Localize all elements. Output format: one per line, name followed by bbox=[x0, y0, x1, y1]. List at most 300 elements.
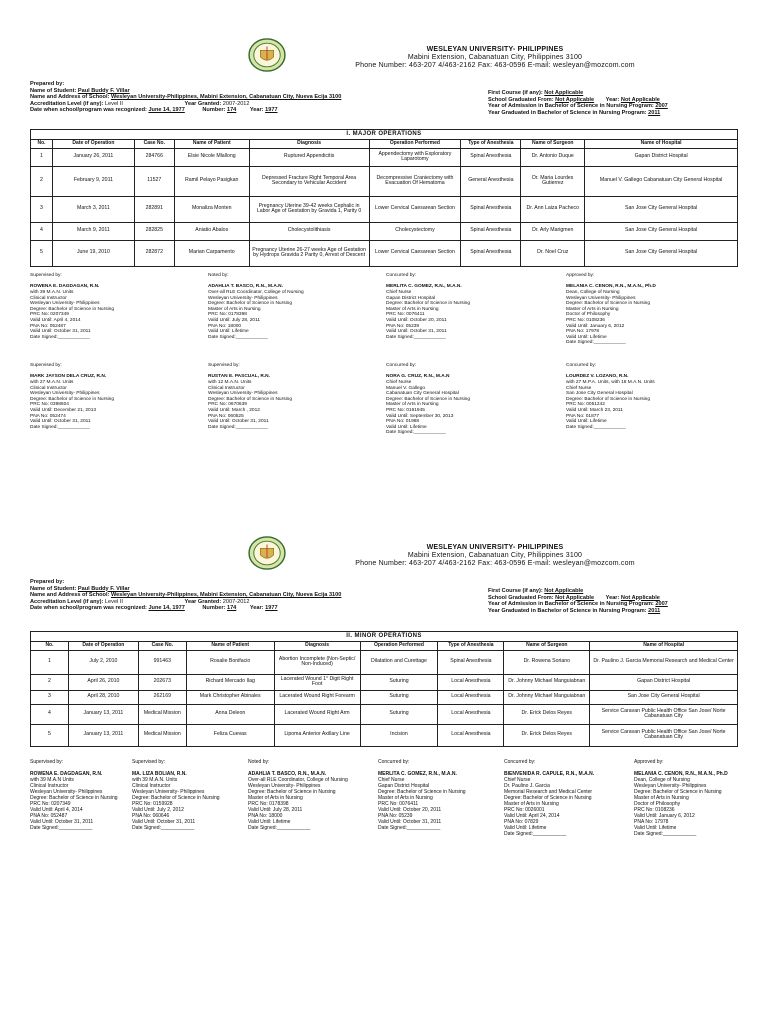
column-header-anesthesia: Type of Anesthesia bbox=[438, 642, 504, 651]
cell-number: 4 bbox=[31, 704, 69, 724]
signatory-detail: Degree: Bachelor of Science in Nursing bbox=[30, 396, 114, 402]
accreditation-level: Level II bbox=[104, 598, 123, 605]
cell-case-number: 284766 bbox=[134, 148, 174, 166]
signatory-role: Concurred by: bbox=[566, 362, 597, 368]
cell-date: July 2, 2010 bbox=[68, 650, 138, 674]
cell-operation: Lower Cervical Caesarean Section bbox=[369, 196, 461, 222]
signatory-detail: Valid Until: October 20, 2011 bbox=[378, 806, 442, 813]
signatory-detail: Dean, College of Nursing bbox=[566, 289, 620, 295]
major-operations-table bbox=[30, 129, 738, 267]
cell-patient: Elsie Nicole Mlallong bbox=[174, 148, 249, 166]
signatory-detail: PRC No: 0108236 bbox=[634, 806, 675, 813]
signatory-detail: Valid Until: Lifetime bbox=[566, 334, 607, 340]
table-row bbox=[31, 222, 738, 240]
signatory-block bbox=[208, 273, 378, 341]
cell-diagnosis: Depressed Fracture Right Temporal Area Secondary to Vehicular Accident bbox=[249, 166, 369, 196]
signatory-detail: Date Signed:____________ bbox=[386, 334, 446, 340]
signatory-detail: Wesleyan University- Philippines bbox=[30, 301, 100, 307]
cell-case-number: 282872 bbox=[134, 240, 174, 266]
first-course: Not Applicable bbox=[544, 588, 584, 594]
table-header-row bbox=[31, 642, 738, 651]
table-row bbox=[31, 650, 738, 674]
cell-case-number: Medical Mission bbox=[138, 704, 186, 724]
table-row bbox=[31, 196, 738, 222]
admission-year: 2007 bbox=[655, 601, 668, 608]
cell-patient: Feliza Cuevas bbox=[186, 724, 274, 746]
accreditation-level: Level II bbox=[104, 100, 123, 107]
cell-date: April 28, 2010 bbox=[68, 690, 138, 704]
minor-operations-page bbox=[30, 536, 740, 849]
cell-anesthesia: Local Anesthesia bbox=[438, 690, 504, 704]
cell-number: 3 bbox=[31, 690, 69, 704]
recognition-year: 1977 bbox=[265, 605, 278, 612]
signatory-detail: PRC No: 0161945 bbox=[386, 407, 425, 413]
signatory-detail: Degree: Bachelor of Science in Nursing bbox=[566, 396, 650, 402]
cell-hospital: San Jose City General Hospital bbox=[585, 196, 738, 222]
signatory-block bbox=[30, 363, 200, 431]
signatory-detail: Valid Until: October 31, 2011 bbox=[30, 419, 91, 425]
signatory-detail: Wesleyan University- Philippines bbox=[208, 295, 278, 301]
cell-surgeon: Dr. Antonio Duque bbox=[521, 148, 585, 166]
signatory-detail: PNA No: 18000 bbox=[248, 812, 283, 819]
cell-patient: Ramil Pelayo Pasigkan bbox=[174, 166, 249, 196]
signatory-detail: Valid Until: January 6, 2012 bbox=[566, 323, 625, 329]
signatory-block bbox=[566, 363, 736, 431]
cell-date: April 26, 2010 bbox=[68, 674, 138, 690]
cell-date: January 26, 2011 bbox=[52, 148, 134, 166]
signatory-detail: PRC No: 0178398 bbox=[208, 312, 247, 318]
column-header-anesthesia: Type of Anesthesia bbox=[461, 140, 521, 149]
signatory-detail: Valid Until: March , 2012 bbox=[208, 407, 260, 413]
cell-anesthesia: Spinal Anesthesia bbox=[461, 196, 521, 222]
signatory-detail: with 27 M.P.A. Units, with 18 M.A.N. Units bbox=[566, 379, 655, 385]
signatory-detail: Wesleyan University- Philippines bbox=[132, 788, 205, 795]
signatory-detail: Valid Until: April 4, 2014 bbox=[30, 806, 83, 813]
signatory-block bbox=[30, 273, 200, 341]
cell-hospital: Gapan District Hospital bbox=[590, 674, 738, 690]
cell-diagnosis: Lipoma Anterior Axillary Line bbox=[274, 724, 360, 746]
signatory-detail: Clinical Instructor bbox=[30, 295, 67, 301]
cell-anesthesia: Spinal Anesthesia bbox=[438, 650, 504, 674]
signatory-detail: PRC No: 0207349 bbox=[30, 800, 71, 807]
signatory-detail: Doctor of Philosophy bbox=[634, 800, 681, 807]
signatory-detail: PNA No: 060646 bbox=[132, 812, 170, 819]
cell-patient: Rosalie Bonifacio bbox=[186, 650, 274, 674]
signatory-detail: Valid Until: October 31, 2011 bbox=[378, 818, 442, 825]
signatory-detail: Valid Until: Lifetime bbox=[634, 824, 677, 831]
signatory-detail: Valid Until: July 28, 2011 bbox=[248, 806, 303, 813]
signatory-detail: Master of Arts in Nursing bbox=[378, 794, 433, 801]
student-name: Paul Buddy F. Villar bbox=[77, 87, 130, 94]
signatory-detail: Valid Until: Lifetime bbox=[248, 818, 291, 825]
signatory-detail: Valid Until: October 31, 2011 bbox=[30, 329, 91, 335]
signatory-block bbox=[566, 273, 736, 346]
cell-patient: Richard Mercado Ilag bbox=[186, 674, 274, 690]
signatory-detail: Degree: Bachelor of Science in Nursing bbox=[504, 794, 592, 801]
cell-date: January 13, 2011 bbox=[68, 704, 138, 724]
signatory-detail: Valid Until: September 30, 2013 bbox=[386, 413, 454, 419]
cell-number: 1 bbox=[31, 148, 53, 166]
cell-date: January 13, 2011 bbox=[68, 724, 138, 746]
signatory-role: Supervised by: bbox=[30, 272, 62, 278]
cell-number: 5 bbox=[31, 240, 53, 266]
signatory-detail: Degree: Bachelor of Science in Nursing bbox=[566, 301, 650, 307]
cell-patient: Aniatio Abalos bbox=[174, 222, 249, 240]
graduation-year: 2011 bbox=[648, 607, 661, 614]
signatory-detail: Valid Until: Lifetime bbox=[208, 329, 249, 335]
signatory-detail: Valid Until: Lifetime bbox=[386, 424, 427, 430]
cell-diagnosis: Cholecystolithiasis bbox=[249, 222, 369, 240]
signatory-detail: Clinical Instructor bbox=[132, 782, 171, 789]
signatory-detail: Degree: Bachelor of Science in Nursing bbox=[30, 306, 114, 312]
student-info: Prepared by: Name of Student: Paul Buddy F. Villar Name and Address of School: Wesleyan University-Philippines, Mabini Extension, Cabanatuan City, Nueva Ecija 3100 Accreditation Level (if any): Level II Year Granted: 2007-2012 Date when school/program was recognized: June 14, 1977 Number: 174 Year: 1977 First Course (if any): Not Applicable School Graduated From: Not Applicable Year: Not Applicable Year of Admission in Bachelor of Science in Nursing Program: 2007 Year Graduated in Bachelor of Science in Nursing Program: 2011 bbox=[30, 579, 668, 614]
signatory-detail: Master of Arts in Nursing bbox=[386, 402, 439, 408]
cell-surgeon: Dr. Rowena Soriano bbox=[504, 650, 590, 674]
signatory-detail: Date Signed:____________ bbox=[566, 340, 626, 346]
signatory-role: Concurred by: bbox=[378, 758, 410, 765]
cell-operation: Lower Cervical Caesarean Section bbox=[369, 240, 461, 266]
cell-date: March 3, 2011 bbox=[52, 196, 134, 222]
signatory-detail: Date Signed:____________ bbox=[208, 334, 268, 340]
signatory-name: MELANIA C. CENON, R.N., M.A.N., Ph.D bbox=[566, 284, 656, 290]
signatory-detail: Degree: Bachelor of Science in Nursing bbox=[378, 788, 466, 795]
signatory-detail: PNA No: 01988 bbox=[386, 419, 420, 425]
recognition-number: 174 bbox=[226, 605, 237, 612]
signatory-detail: Dean, College of Nursing bbox=[634, 776, 690, 783]
cell-operation: Appendectomy with Exploratory Laparotomy bbox=[369, 148, 461, 166]
signatory-detail: Valid Until: July 2, 2012 bbox=[132, 806, 184, 813]
signatory-detail: Valid Until: April 24, 2014 bbox=[504, 812, 560, 819]
signatory-detail: PRC No: 0076411 bbox=[386, 312, 425, 318]
signatory-detail: Master of Arts in Nursing bbox=[504, 800, 559, 807]
cell-diagnosis: Ruptured Appendicitis bbox=[249, 148, 369, 166]
cell-case-number: 991463 bbox=[138, 650, 186, 674]
signatory-detail: Chief Nurse bbox=[378, 776, 405, 783]
column-header-date: Date of Operation bbox=[68, 642, 138, 651]
signatory-detail: Valid Until: March 23, 2011 bbox=[566, 407, 623, 413]
signatory-detail: Degree: Bachelor of Science in Nursing bbox=[248, 788, 336, 795]
table-row bbox=[31, 148, 738, 166]
table-row bbox=[31, 704, 738, 724]
signatory-block bbox=[378, 759, 498, 831]
cell-operation: Decompressive Craniectomy with Evacuation Of Hematoma bbox=[369, 166, 461, 196]
signatory-detail: Date Signed:____________ bbox=[378, 824, 441, 831]
signatory-role: Concurred by: bbox=[386, 272, 417, 278]
signatory-detail: Wesleyan University- Philippines bbox=[30, 391, 100, 397]
cell-surgeon: Dr. Erick Delos Reyes bbox=[504, 724, 590, 746]
cell-anesthesia: Local Anesthesia bbox=[438, 724, 504, 746]
cell-hospital: Gapan District Hospital bbox=[585, 148, 738, 166]
first-course: Not Applicable bbox=[544, 90, 584, 96]
cell-anesthesia: Local Anesthesia bbox=[438, 704, 504, 724]
cell-hospital: Service Caravan Public Health Office San Jose/ Norte Cabanatuan City bbox=[590, 704, 738, 724]
cell-anesthesia: Spinal Anesthesia bbox=[461, 222, 521, 240]
cell-diagnosis: Lacerated Wound Right Forearm bbox=[274, 690, 360, 704]
signatory-detail: PRC No: 0398604 bbox=[30, 402, 69, 408]
table-row bbox=[31, 690, 738, 704]
school-name: Wesleyan University-Philippines, Mabini Extension, Cabanatuan City, Nueva Ecija 3100 bbox=[110, 94, 342, 101]
column-header-surgeon: Name of Surgeon bbox=[521, 140, 585, 149]
cell-surgeon: Dr. Maria Lourdes Gutierrez bbox=[521, 166, 585, 196]
cell-patient: Anna Deleon bbox=[186, 704, 274, 724]
column-header-date: Date of Operation bbox=[52, 140, 134, 149]
cell-diagnosis: Pregnancy Uterine 26-27 weeks Age of Gestation by Hydrops Gravida 2 Parity 0, Arrest of Descent bbox=[249, 240, 369, 266]
cell-hospital: San Jose City General Hospital bbox=[590, 690, 738, 704]
cell-number: 2 bbox=[31, 166, 53, 196]
signatory-detail: Valid Until: Lifetime bbox=[566, 419, 607, 425]
signatory-detail: PNA No: 07829 bbox=[504, 818, 539, 825]
signatory-detail: Valid Until: July 28, 2011 bbox=[208, 317, 261, 323]
signatory-role: Concurred by: bbox=[386, 362, 417, 368]
column-header-case-number: Case No. bbox=[138, 642, 186, 651]
signatory-detail: with 39 M.A.N Units bbox=[30, 776, 74, 783]
year-granted: 2007-2012 bbox=[222, 598, 250, 605]
signatory-role: Noted by: bbox=[248, 758, 270, 765]
signatory-name: MELANIA C. CENON, R.N., M.A.N., Ph.D bbox=[634, 770, 728, 777]
signatory-detail: Valid Until: January 6, 2012 bbox=[634, 812, 695, 819]
signatory-detail: PNA No: 052487 bbox=[30, 812, 68, 819]
signatory-detail: Date Signed:____________ bbox=[634, 830, 697, 837]
signatory-detail: Degree: Bachelor of Science in Nursing bbox=[386, 396, 470, 402]
minor-operations-table bbox=[30, 631, 738, 747]
signatory-detail: Date Signed:____________ bbox=[30, 824, 93, 831]
cell-operation: Suturing bbox=[360, 690, 438, 704]
signatory-detail: PRC No: 0670639 bbox=[208, 402, 247, 408]
signatory-detail: PRC No: 0207349 bbox=[30, 312, 69, 318]
signatory-detail: PNA No: 01877 bbox=[566, 413, 600, 419]
signatory-name: MERLITA C. GOMEZ, R.N., M.A.N. bbox=[386, 284, 462, 290]
cell-surgeon: Dr. Erick Delos Reyes bbox=[504, 704, 590, 724]
cell-patient: Monaliza Monten bbox=[174, 196, 249, 222]
signatory-detail: PNA No: 05239 bbox=[378, 812, 413, 819]
column-header-hospital: Name of Hospital bbox=[590, 642, 738, 651]
signatory-detail: Over-all RLE Coordinator, College of Nursing bbox=[248, 776, 348, 783]
column-header-patient: Name of Patient bbox=[186, 642, 274, 651]
cell-number: 1 bbox=[31, 650, 69, 674]
signatory-role: Noted by: bbox=[208, 272, 229, 278]
signatory-detail: Valid Until: December 21, 2013 bbox=[30, 407, 97, 413]
signatory-detail: Wesleyan University- Philippines bbox=[566, 295, 636, 301]
letterhead bbox=[30, 536, 740, 572]
signatory-detail: Wesleyan University- Philippines bbox=[634, 782, 707, 789]
column-header-operation: Operation Performed bbox=[369, 140, 461, 149]
signatory-role: Supervised by: bbox=[208, 362, 240, 368]
cell-diagnosis: Lacerated Wound Right Arm bbox=[274, 704, 360, 724]
signatory-detail: Degree: Bachelor of Science in Nursing bbox=[30, 794, 118, 801]
cell-hospital: Dr. Paulino J. Garcia Memorial Research and Medical Center bbox=[590, 650, 738, 674]
university-name: WESLEYAN UNIVERSITY- PHILIPPINES bbox=[426, 46, 564, 53]
cell-hospital: Manuel V. Gallego Cabanatuan City General Hospital bbox=[585, 166, 738, 196]
signatory-detail: Clinical Instructor bbox=[30, 385, 67, 391]
cell-date: June 19, 2010 bbox=[52, 240, 134, 266]
signatory-detail: Clinical Instructor bbox=[30, 782, 69, 789]
university-contact: Phone Number: 463-207 4/463-2162 Fax: 463-0596 E-mail: wesleyan@mozcom.com bbox=[355, 62, 635, 69]
signatory-role: Supervised by: bbox=[30, 362, 62, 368]
column-header-hospital: Name of Hospital bbox=[585, 140, 738, 149]
cell-case-number: 262169 bbox=[138, 690, 186, 704]
university-name: WESLEYAN UNIVERSITY- PHILIPPINES bbox=[426, 544, 564, 551]
table-row bbox=[31, 166, 738, 196]
signatory-block bbox=[208, 363, 378, 431]
major-signatories bbox=[30, 272, 740, 436]
cell-patient: Mark Christopher Abinales bbox=[186, 690, 274, 704]
student-name: Paul Buddy F. Villar bbox=[77, 585, 130, 592]
cell-case-number: Medical Mission bbox=[138, 724, 186, 746]
cell-diagnosis: Lacerated Wound 1° Digit Right Foot bbox=[274, 674, 360, 690]
major-operations-title: I. MAJOR OPERATIONS bbox=[31, 130, 738, 140]
signatory-name: MA. LIZA BOLIAN, R.N. bbox=[132, 770, 187, 777]
graduation-year: 2011 bbox=[648, 109, 661, 116]
signatory-detail: Date Signed:____________ bbox=[30, 334, 90, 340]
signatory-detail: PRC No: 0159928 bbox=[132, 800, 173, 807]
cell-case-number: 202673 bbox=[138, 674, 186, 690]
cell-surgeon: Dr. Johnny Michael Manguiabnan bbox=[504, 674, 590, 690]
student-info: Prepared by: Name of Student: Paul Buddy F. Villar Name and Address of School: Wesleyan University-Philippines, Mabini Extension, Cabanatuan City, Nueva Ecija 3100 Accreditation Level (if any): Level II Year Granted: 2007-2012 Date when school/program was recognized: June 14, 1977 Number: 174 Year: 1977 First Course (if any): Not Applicable School Graduated From: Not Applicable Year: Not Applicable Year of Admission in Bachelor of Science in Nursing Program: 2007 Year Graduated in Bachelor of Science in Nursing Program: 2011 bbox=[30, 81, 668, 116]
cell-diagnosis: Pregnancy Uterine 39-42 weeks Cephalic in Labor Age of Gestation by Gravida 1, Parity 0 bbox=[249, 196, 369, 222]
signatory-detail: Date Signed:____________ bbox=[30, 424, 90, 430]
signatory-detail: Valid Until: October 31, 2011 bbox=[30, 818, 94, 825]
signatory-detail: Master of Arts in Nursing bbox=[634, 794, 689, 801]
cell-number: 5 bbox=[31, 724, 69, 746]
signatory-block bbox=[634, 759, 754, 837]
signatory-detail: PRC No: 0178398 bbox=[248, 800, 289, 807]
admission-year: 2007 bbox=[655, 103, 668, 110]
table-row bbox=[31, 240, 738, 266]
signatory-block bbox=[132, 759, 252, 831]
signatory-detail: Chief Nurse bbox=[504, 776, 531, 783]
cell-number: 4 bbox=[31, 222, 53, 240]
signatory-detail: with 27 M.A.N. Units bbox=[30, 379, 74, 385]
column-header-case-number: Case No. bbox=[134, 140, 174, 149]
signatory-detail: Doctor of Philosophy bbox=[566, 312, 611, 318]
university-address: Mabini Extension, Cabanatuan City, Philippines 3100 bbox=[407, 552, 583, 559]
signatory-detail: PRC No: 0076411 bbox=[378, 800, 419, 807]
signatory-name: ROWENA E. DAGDAGAN, R.N. bbox=[30, 284, 100, 290]
signatory-detail: Valid Until: April 4, 2014 bbox=[30, 317, 81, 323]
graduated-year: Not Applicable bbox=[620, 594, 660, 601]
signatory-block bbox=[386, 273, 556, 341]
signatory-role: Supervised by: bbox=[30, 758, 64, 765]
signatory-name: RUSTAN E. PASCUAL, R.N. bbox=[208, 374, 270, 380]
minor-signatories bbox=[30, 759, 740, 849]
minor-operations-title: II. MINOR OPERATIONS bbox=[31, 632, 738, 642]
cell-surgeon: Dr. Arly Marigmen bbox=[521, 222, 585, 240]
recognition-date: June 14, 1977 bbox=[148, 107, 185, 114]
column-header-diagnosis: Diagnosis bbox=[274, 642, 360, 651]
signatory-detail: Master of Arts in Nursing bbox=[386, 306, 439, 312]
signatory-detail: Master of Arts in Nursing bbox=[566, 306, 619, 312]
table-row bbox=[31, 674, 738, 690]
cell-diagnosis: Abortion Incomplete (Non-Septic/ Non-Induced) bbox=[274, 650, 360, 674]
graduated-year: Not Applicable bbox=[620, 96, 660, 103]
prepared-by-label: Prepared by: bbox=[30, 81, 65, 87]
signatory-detail: Memorial Research and Medical Center bbox=[504, 788, 593, 795]
signatory-detail: Gapan District Hospital bbox=[386, 295, 436, 301]
cell-date: March 9, 2011 bbox=[52, 222, 134, 240]
signatory-detail: Date Signed:____________ bbox=[504, 830, 567, 837]
signatory-detail: PRC No: 0051242 bbox=[566, 402, 605, 408]
column-header-operation: Operation Performed bbox=[360, 642, 438, 651]
column-header-number: No. bbox=[31, 140, 53, 149]
signatory-role: Concurred by: bbox=[504, 758, 536, 765]
signatory-block bbox=[386, 363, 556, 436]
signatory-detail: with 12 M.A.N. Units bbox=[208, 379, 252, 385]
signatory-detail: Valid Until: October 31, 2011 bbox=[208, 419, 269, 425]
signatory-detail: Chief Nurse bbox=[386, 379, 412, 385]
signatory-detail: Wesleyan University- Philippines bbox=[30, 788, 103, 795]
signatory-name: MERLITA C. GOMEZ, R.N., M.A.N. bbox=[378, 770, 457, 777]
signatory-detail: PNA No: 060525 bbox=[208, 413, 244, 419]
signatory-detail: Chief Nurse bbox=[386, 289, 412, 295]
signatory-detail: with 39 M.A.N. Units bbox=[132, 776, 178, 783]
cell-operation: Cholecystectomy bbox=[369, 222, 461, 240]
letterhead bbox=[30, 38, 740, 74]
cell-operation: Incision bbox=[360, 724, 438, 746]
cell-anesthesia: Local Anesthesia bbox=[438, 674, 504, 690]
signatory-detail: Gapan District Hospital bbox=[378, 782, 430, 789]
signatory-detail: PNA No: 17978 bbox=[634, 818, 669, 825]
table-header-row bbox=[31, 140, 738, 149]
table-row bbox=[31, 724, 738, 746]
signatory-detail: Degree: Bachelor of Science in Nursing bbox=[634, 788, 722, 795]
signatory-detail: Manuel V. Gallego bbox=[386, 385, 426, 391]
signatory-detail: Valid Until: October 31, 2011 bbox=[386, 329, 447, 335]
cell-date: February 9, 2011 bbox=[52, 166, 134, 196]
signatory-name: ADAHLIA T. BASCO, R.N., M.A.N. bbox=[208, 284, 283, 290]
signatory-role: Supervised by: bbox=[132, 758, 166, 765]
signatory-detail: Degree: Bachelor of Science in Nursing bbox=[386, 301, 470, 307]
cell-hospital: Service Caravan Public Health Office San Jose/ Norte Cabanatuan City bbox=[590, 724, 738, 746]
school-graduated-from: Not Applicable bbox=[555, 96, 595, 103]
column-header-patient: Name of Patient bbox=[174, 140, 249, 149]
cell-operation: Dilatation and Curettage bbox=[360, 650, 438, 674]
signatory-detail: San Jose City General Hospital bbox=[566, 391, 633, 397]
recognition-number: 174 bbox=[226, 107, 237, 114]
signatory-detail: Clinical Instructor bbox=[208, 385, 245, 391]
prepared-by-label: Prepared by: bbox=[30, 579, 65, 585]
recognition-year: 1977 bbox=[265, 107, 278, 114]
signatory-detail: Degree: Bachelor of Science in Nursing bbox=[208, 396, 292, 402]
cell-hospital: San Jose City General Hospital bbox=[585, 222, 738, 240]
cell-case-number: 282825 bbox=[134, 222, 174, 240]
signatory-name: ROWENA E. DAGDAGAN, R.N. bbox=[30, 770, 103, 777]
column-header-surgeon: Name of Surgeon bbox=[504, 642, 590, 651]
cell-hospital: San Jose City General Hospital bbox=[585, 240, 738, 266]
signatory-name: NORA G. CRUZ, R.N., M.A.N bbox=[386, 374, 450, 380]
signatory-detail: Date Signed:____________ bbox=[248, 824, 311, 831]
signatory-detail: Master of Arts in Nursing bbox=[208, 306, 261, 312]
signatory-role: Approved by: bbox=[566, 272, 595, 278]
signatory-detail: Degree: Bachelor of Science in Nursing bbox=[208, 301, 292, 307]
university-contact: Phone Number: 463-207 4/463-2162 Fax: 463-0596 E-mail: wesleyan@mozcom.com bbox=[355, 560, 635, 567]
cell-patient: Marian Carpamento bbox=[174, 240, 249, 266]
signatory-detail: Date Signed:____________ bbox=[132, 824, 195, 831]
signatory-detail: Date Signed:____________ bbox=[208, 424, 268, 430]
signatory-detail: PNA No: 18000 bbox=[208, 323, 242, 329]
signatory-detail: Valid Until: October 31, 2011 bbox=[132, 818, 196, 825]
signatory-detail: Date Signed:____________ bbox=[566, 424, 626, 430]
major-operations-page bbox=[30, 38, 740, 436]
signatory-block bbox=[504, 759, 624, 837]
column-header-diagnosis: Diagnosis bbox=[249, 140, 369, 149]
cell-operation: Suturing bbox=[360, 674, 438, 690]
cell-anesthesia: Spinal Anesthesia bbox=[461, 148, 521, 166]
signatory-detail: with 39 M.A.N. Units bbox=[30, 289, 74, 295]
cell-number: 2 bbox=[31, 674, 69, 690]
cell-anesthesia: Spinal Anesthesia bbox=[461, 240, 521, 266]
signatory-detail: Chief Nurse bbox=[566, 385, 592, 391]
signatory-detail: Valid Until: Lifetime bbox=[504, 824, 547, 831]
